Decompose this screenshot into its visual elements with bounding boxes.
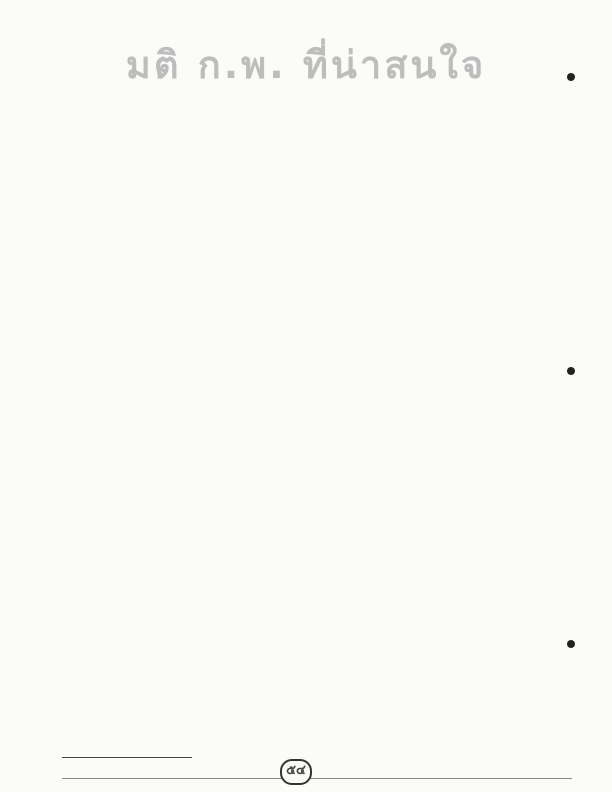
footnote-rule [62,757,192,758]
footer-rule [62,778,572,779]
body-column-right [316,203,549,763]
margin-bullet-icon [567,640,575,648]
margin-bullet-icon [567,73,575,81]
margin-bullet-icon [567,367,575,375]
page-number: ๕๔ [280,759,312,785]
body-column-left [62,203,295,733]
page-footer [62,763,572,789]
column-title: มติ ก.พ. ที่น่าสนใจ [125,43,487,87]
